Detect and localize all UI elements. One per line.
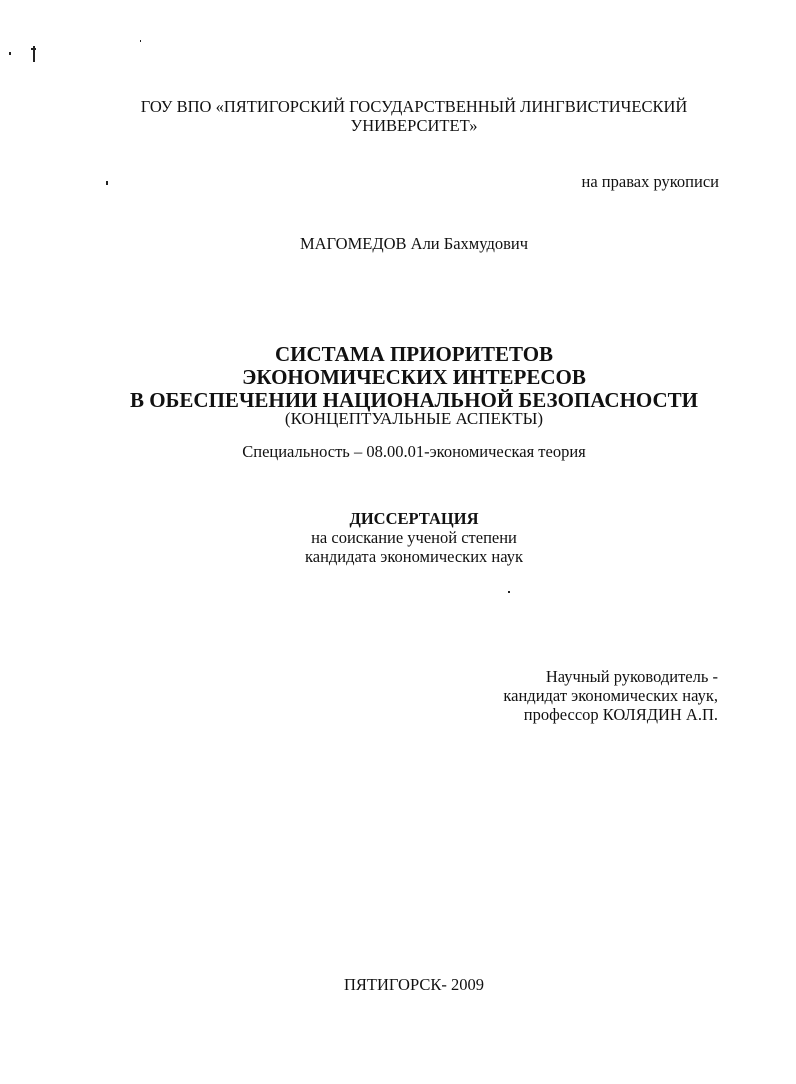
scan-speck	[140, 40, 141, 42]
scan-speck	[106, 181, 108, 185]
institution-line-2: УНИВЕРСИТЕТ»	[350, 116, 478, 135]
title-line-3: В ОБЕСПЕЧЕНИИ НАЦИОНАЛЬНОЙ БЕЗОПАСНОСТИ	[129, 388, 699, 412]
supervisor-line-3: профессор КОЛЯДИН А.П.	[523, 705, 718, 724]
supervisor-block	[503, 667, 718, 724]
title-subtitle: (КОНЦЕПТУАЛЬНЫЕ АСПЕКТЫ)	[284, 409, 544, 428]
dissertation-line-1: на соискание ученой степени	[311, 528, 517, 547]
scan-speck	[31, 48, 36, 50]
title-line-2: ЭКОНОМИЧЕСКИХ ИНТЕРЕСОВ	[242, 365, 586, 389]
scan-speck	[9, 52, 11, 55]
author-name: МАГОМЕДОВ Али Бахмудович	[299, 234, 529, 253]
city-year: ПЯТИГОРСК- 2009	[344, 975, 484, 994]
scan-speck	[508, 591, 510, 593]
dissertation-line-2: кандидата экономических наук	[304, 547, 523, 566]
manuscript-note: на правах рукописи	[581, 172, 719, 191]
dissertation-heading: ДИССЕРТАЦИЯ	[349, 509, 479, 528]
specialty: Специальность – 08.00.01-экономическая теория	[242, 442, 586, 461]
title-line-1: СИСТАМА ПРИОРИТЕТОВ	[274, 342, 554, 366]
supervisor-line-2: кандидат экономических наук,	[503, 686, 718, 705]
supervisor-line-1: Научный руководитель -	[545, 667, 718, 686]
institution-line-1: ГОУ ВПО «ПЯТИГОРСКИЙ ГОСУДАРСТВЕННЫЙ ЛИНГВИСТИЧЕСКИЙ	[140, 97, 688, 116]
